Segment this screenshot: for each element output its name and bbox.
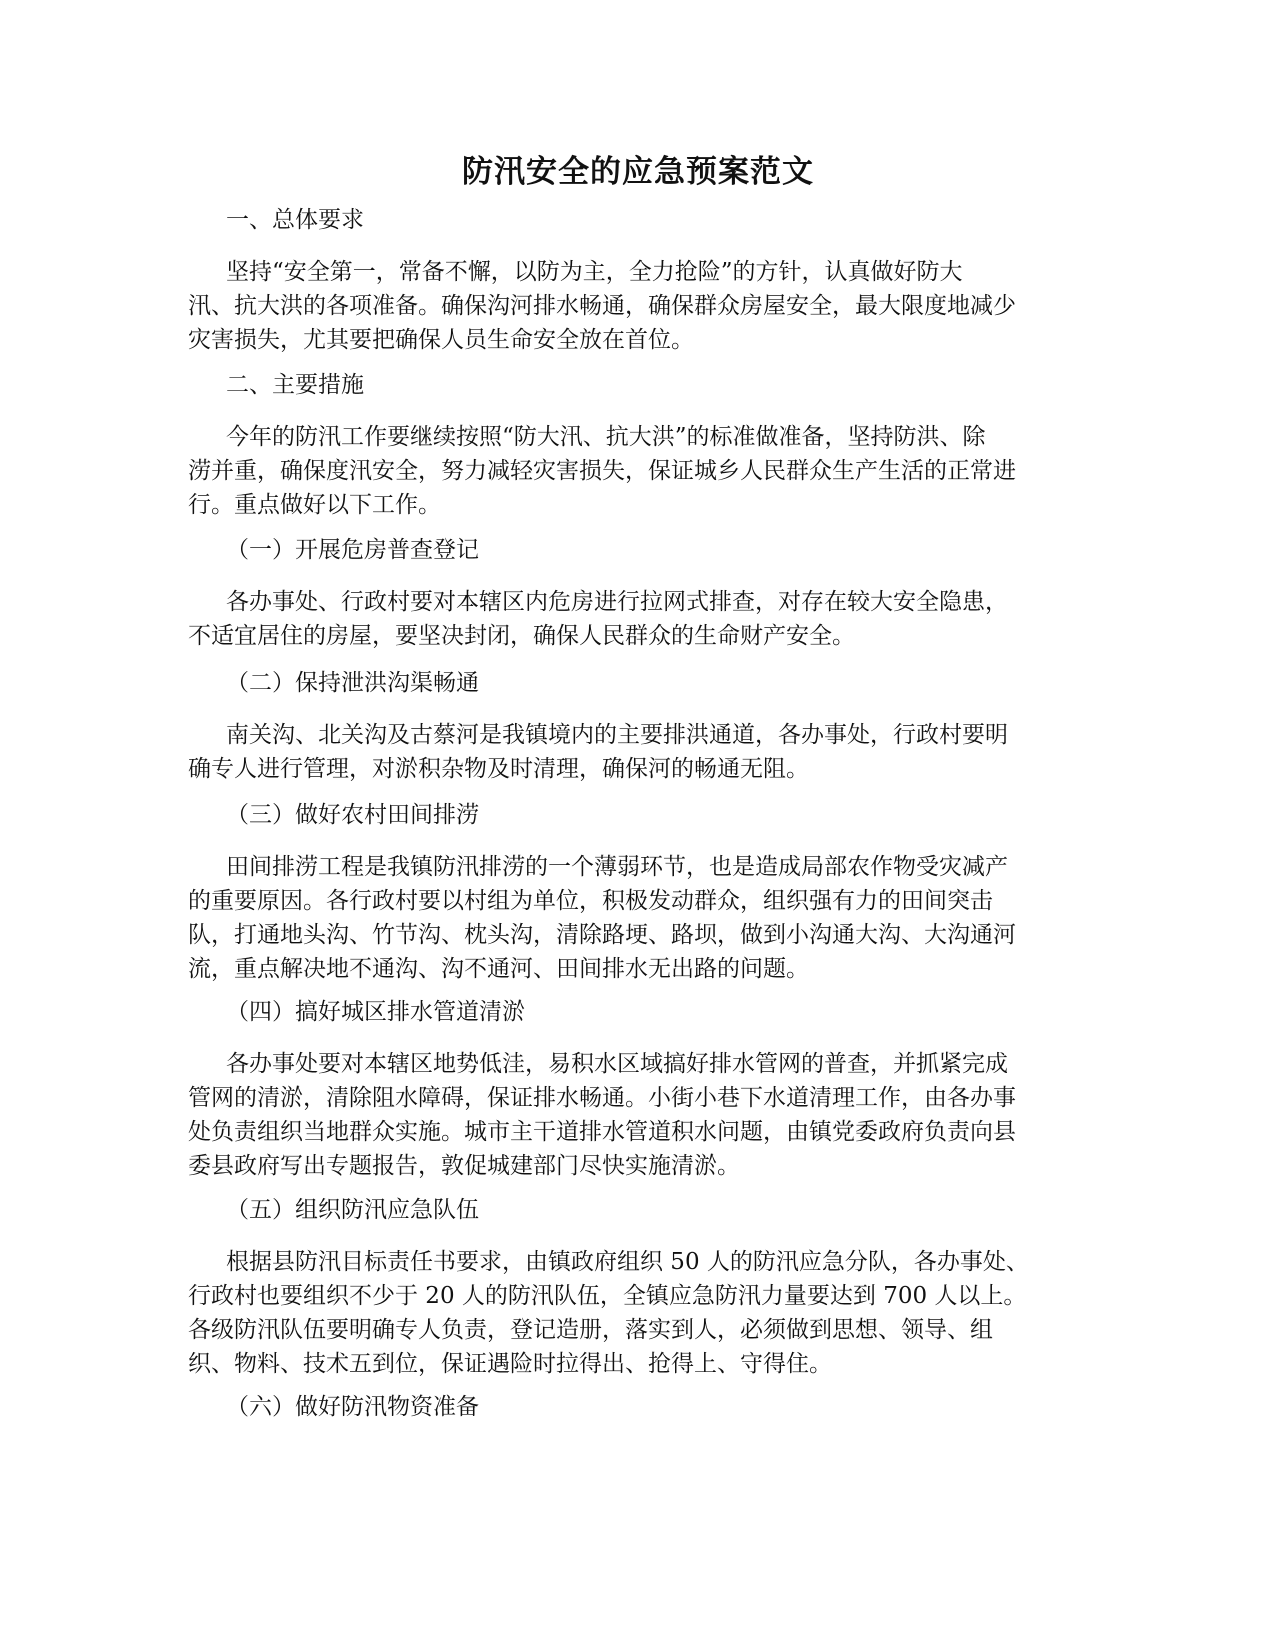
paragraph-general-requirements [188, 255, 1088, 357]
section-heading-main-measures: 二、主要措施 [226, 372, 364, 398]
paragraph-emergency-teams [188, 1245, 1088, 1381]
paragraph-line: 根据县防汛目标责任书要求，由镇政府组织 50 人的防汛应急分队，各办事处、 [226, 1249, 1029, 1275]
paragraph-main-measures [188, 420, 1088, 522]
subheading-urban-drainage: （四）搞好城区排水管道清淤 [226, 999, 525, 1025]
paragraph-dangerous-housing [188, 585, 1088, 653]
subheading-emergency-teams: （五）组织防汛应急队伍 [226, 1197, 479, 1223]
paragraph-line: 委县政府写出专题报告，敦促城建部门尽快实施清淤。 [188, 1153, 740, 1179]
subheading-field-drainage: （三）做好农村田间排涝 [226, 802, 479, 828]
paragraph-line: 的重要原因。各行政村要以村组为单位，积极发动群众，组织强有力的田间突击 [188, 888, 993, 914]
paragraph-line: 南关沟、北关沟及古蔡河是我镇境内的主要排洪通道，各办事处，行政村要明 [226, 722, 1008, 748]
paragraph-line: 各办事处、行政村要对本辖区内危房进行拉网式排查，对存在较大安全隐患， [226, 589, 1008, 615]
paragraph-field-drainage [188, 850, 1088, 986]
paragraph-line: 流，重点解决地不通沟、沟不通河、田间排水无出路的问题。 [188, 956, 809, 982]
paragraph-line: 不适宜居住的房屋，要坚决封闭，确保人民群众的生命财产安全。 [188, 623, 855, 649]
paragraph-line: 确专人进行管理，对淤积杂物及时清理，确保河的畅通无阻。 [188, 756, 809, 782]
document-page [188, 0, 1088, 1650]
paragraph-line: 灾害损失，尤其要把确保人员生命安全放在首位。 [188, 327, 694, 353]
paragraph-line: 汛、抗大洪的各项准备。确保沟河排水畅通，确保群众房屋安全，最大限度地减少 [188, 293, 1016, 319]
section-heading-general-requirements: 一、总体要求 [226, 207, 364, 233]
subheading-flood-supplies: （六）做好防汛物资准备 [226, 1394, 479, 1420]
paragraph-line: 行。重点做好以下工作。 [188, 492, 441, 518]
subheading-flood-channels: （二）保持泄洪沟渠畅通 [226, 670, 479, 696]
paragraph-line: 处负责组织当地群众实施。城市主干道排水管道积水问题，由镇党委政府负责向县 [188, 1119, 1016, 1145]
paragraph-urban-drainage [188, 1047, 1088, 1183]
paragraph-line: 今年的防汛工作要继续按照“防大汛、抗大洪”的标准做准备，坚持防洪、除 [226, 424, 986, 450]
paragraph-line: 各办事处要对本辖区地势低洼，易积水区域搞好排水管网的普查，并抓紧完成 [226, 1051, 1008, 1077]
paragraph-flood-channels [188, 718, 1088, 786]
paragraph-line: 田间排涝工程是我镇防汛排涝的一个薄弱环节，也是造成局部农作物受灾减产 [226, 854, 1008, 880]
paragraph-line: 涝并重，确保度汛安全，努力减轻灾害损失，保证城乡人民群众生产生活的正常进 [188, 458, 1016, 484]
paragraph-line: 行政村也要组织不少于 20 人的防汛队伍，全镇应急防汛力量要达到 700 人以上。 [188, 1283, 1027, 1309]
document-title: 防汛安全的应急预案范文 [462, 154, 814, 190]
paragraph-line: 队，打通地头沟、竹节沟、枕头沟，清除路埂、路坝，做到小沟通大沟、大沟通河 [188, 922, 1016, 948]
subheading-dangerous-housing: （一）开展危房普查登记 [226, 537, 479, 563]
paragraph-line: 织、物料、技术五到位，保证遇险时拉得出、抢得上、守得住。 [188, 1351, 832, 1377]
paragraph-line: 管网的清淤，清除阻水障碍，保证排水畅通。小街小巷下水道清理工作，由各办事 [188, 1085, 1016, 1111]
paragraph-line: 坚持“安全第一，常备不懈，以防为主，全力抢险”的方针，认真做好防大 [226, 259, 963, 285]
paragraph-line: 各级防汛队伍要明确专人负责，登记造册，落实到人，必须做到思想、领导、组 [188, 1317, 993, 1343]
